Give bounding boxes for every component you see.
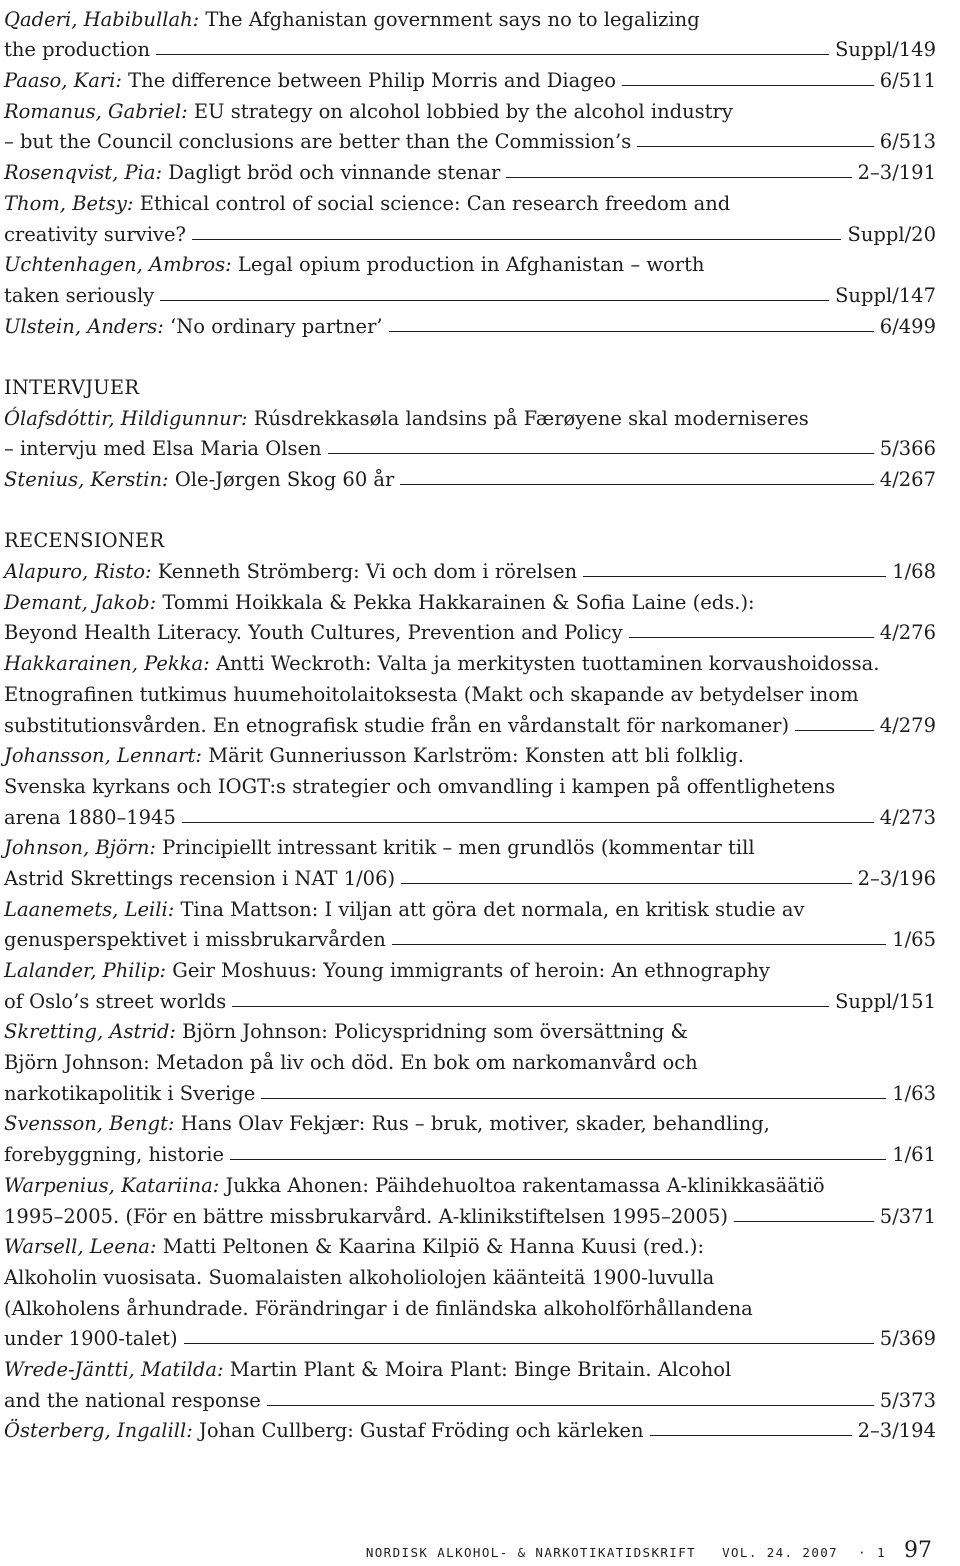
leader-line xyxy=(328,453,874,454)
issue-number: 1 xyxy=(877,1545,886,1560)
entry-line xyxy=(4,798,936,829)
entry-reference: Suppl/147 xyxy=(835,283,936,307)
entry-title: Matti Peltonen & Kaarina Kilpiö & Hanna Kuusi (red.): xyxy=(162,1235,705,1259)
entries-reviews xyxy=(4,552,936,1442)
entry-author: Paaso, Kari: xyxy=(4,69,122,93)
entry-title: genusperspektivet i missbrukarvården xyxy=(4,928,386,952)
entry-title: substitutionsvården. En etnografisk studie från en vårdanstalt för narkomaner) xyxy=(4,713,790,737)
entry-title: Astrid Skrettings recension i NAT 1/06) xyxy=(4,866,396,890)
index-page xyxy=(4,0,936,1442)
entry-line xyxy=(4,276,936,307)
index-entry xyxy=(4,399,936,460)
entry-line xyxy=(4,1105,936,1136)
index-entry xyxy=(4,829,936,890)
entries-interviews xyxy=(4,399,936,491)
entry-line xyxy=(4,61,936,92)
entry-title: – intervju med Elsa Maria Olsen xyxy=(4,437,322,461)
leader-line xyxy=(267,1405,874,1406)
entry-author: Warpenius, Katariina: xyxy=(4,1173,220,1197)
entry-title: Märit Gunneriusson Karlström: Konsten att bli folklig. xyxy=(208,744,745,768)
entry-reference: 1/61 xyxy=(892,1143,936,1167)
leader-line xyxy=(650,1435,852,1436)
entry-title: Björn Johnson: Metadon på liv och död. En bok om narkomanvård och xyxy=(4,1051,698,1075)
entry-author: Skretting, Astrid: xyxy=(4,1020,176,1044)
entry-title: The Afghanistan government says no to legalizing xyxy=(205,7,700,31)
journal-title: NORDISK ALKOHOL- & NARKOTIKATIDSKRIFT xyxy=(365,1545,697,1560)
entry-line xyxy=(4,982,936,1013)
entry-line xyxy=(4,31,936,62)
entry-reference: 5/366 xyxy=(879,437,936,461)
entry-author: Laanemets, Leili: xyxy=(4,897,175,921)
entry-line xyxy=(4,583,936,614)
index-entry xyxy=(4,583,936,644)
index-entry xyxy=(4,1013,936,1105)
entry-line xyxy=(4,737,936,768)
entry-line xyxy=(4,1258,936,1289)
entry-author: Demant, Jakob: xyxy=(4,590,157,614)
entry-title: Tina Mattson: I viljan att göra det normala, en kritisk studie av xyxy=(180,897,805,921)
entry-reference: 2–3/194 xyxy=(857,1419,936,1443)
entry-title: Ethical control of social science: Can research freedom and xyxy=(139,191,731,215)
index-entry xyxy=(4,460,936,491)
leader-line xyxy=(232,1006,829,1007)
entry-line xyxy=(4,92,936,123)
entry-title: taken seriously xyxy=(4,283,155,307)
entry-line xyxy=(4,1013,936,1044)
entry-title: Björn Johnson: Policyspridning som översättning & xyxy=(182,1020,688,1044)
entry-title: narkotikapolitik i Sverige xyxy=(4,1081,256,1105)
entry-line xyxy=(4,1166,936,1197)
volume: VOL. 24. 2007 xyxy=(722,1545,839,1560)
entry-reference: 5/369 xyxy=(879,1327,936,1351)
entry-title: Tommi Hoikkala & Pekka Hakkarainen & Sofia Laine (eds.): xyxy=(162,590,755,614)
spacer xyxy=(4,338,936,369)
leader-line xyxy=(401,883,852,884)
entry-author: Johansson, Lennart: xyxy=(4,744,202,768)
entry-title: Beyond Health Literacy. Youth Cultures, Prevention and Policy xyxy=(4,621,623,645)
entry-line xyxy=(4,890,936,921)
entry-title: the production xyxy=(4,38,151,62)
entry-title: 1995–2005. (För en bättre missbrukarvård. A-klinikstiftelsen 1995–2005) xyxy=(4,1204,728,1228)
entry-author: Warsell, Leena: xyxy=(4,1235,157,1259)
entries-articles xyxy=(4,0,936,338)
entry-line xyxy=(4,614,936,645)
entry-line xyxy=(4,829,936,860)
entry-line xyxy=(4,399,936,430)
leader-line xyxy=(261,1098,886,1099)
entry-line xyxy=(4,1043,936,1074)
entry-line xyxy=(4,123,936,154)
leader-line xyxy=(389,331,874,332)
entry-line xyxy=(4,921,936,952)
entry-line xyxy=(4,552,936,583)
index-entry xyxy=(4,1412,936,1443)
separator: · xyxy=(858,1545,868,1560)
leader-line xyxy=(734,1221,874,1222)
entry-line xyxy=(4,1320,936,1351)
index-entry xyxy=(4,92,936,153)
entry-title: Martin Plant & Moira Plant: Binge Britain. Alcohol xyxy=(229,1357,732,1381)
entry-title: – but the Council conclusions are better than the Commission’s xyxy=(4,130,632,154)
entry-line xyxy=(4,1289,936,1320)
entry-title: Dagligt bröd och vinnande stenar xyxy=(168,161,501,185)
entry-line xyxy=(4,1412,936,1443)
index-entry xyxy=(4,644,936,736)
entry-line xyxy=(4,675,936,706)
entry-reference: 1/65 xyxy=(892,928,936,952)
index-entry xyxy=(4,1166,936,1227)
entry-title: Antti Weckroth: Valta ja merkitysten tuottaminen korvaushoidossa. xyxy=(215,652,880,676)
entry-title: Geir Moshuus: Young immigrants of heroin: An ethnography xyxy=(172,959,770,982)
entry-title: creativity survive? xyxy=(4,222,186,246)
entry-author: Rosenqvist, Pia: xyxy=(4,161,163,185)
index-entry xyxy=(4,552,936,583)
entry-line xyxy=(4,215,936,246)
entry-title: forebyggning, historie xyxy=(4,1143,224,1167)
leader-line xyxy=(583,576,886,577)
leader-line xyxy=(637,146,874,147)
entry-line xyxy=(4,430,936,461)
index-entry xyxy=(4,153,936,184)
entry-reference: 6/499 xyxy=(879,314,936,338)
entry-reference: 1/68 xyxy=(892,560,936,584)
index-entry xyxy=(4,737,936,829)
leader-line xyxy=(160,300,829,301)
index-entry xyxy=(4,1228,936,1351)
entry-line xyxy=(4,460,936,491)
entry-line xyxy=(4,951,936,982)
leader-line xyxy=(192,239,842,240)
entry-author: Lalander, Philip: xyxy=(4,959,167,982)
entry-reference: Suppl/20 xyxy=(847,222,936,246)
entry-author: Thom, Betsy: xyxy=(4,191,134,215)
entry-line xyxy=(4,706,936,737)
entry-line xyxy=(4,1350,936,1381)
leader-line xyxy=(156,54,829,55)
entry-title: Principiellt intressant kritik – men grundlös (kommentar till xyxy=(162,836,755,860)
entry-title: Hans Olav Fekjær: Rus – bruk, motiver, skader, behandling, xyxy=(180,1112,770,1136)
entry-reference: 4/273 xyxy=(879,805,936,829)
leader-line xyxy=(400,484,873,485)
section-heading-interviews: INTERVJUER xyxy=(4,375,140,399)
index-entry xyxy=(4,246,936,307)
entry-reference: 6/511 xyxy=(879,69,936,93)
entry-reference: 6/513 xyxy=(879,130,936,154)
entry-reference: 5/373 xyxy=(879,1388,936,1412)
entry-line xyxy=(4,153,936,184)
entry-title: and the national response xyxy=(4,1388,261,1412)
entry-line xyxy=(4,1197,936,1228)
index-entry xyxy=(4,0,936,61)
leader-line xyxy=(629,637,874,638)
entry-author: Uchtenhagen, Ambros: xyxy=(4,253,232,277)
leader-line xyxy=(506,177,851,178)
entry-title: Etnografinen tutkimus huumehoitolaitoksesta (Makt och skapande av betydelser inom xyxy=(4,682,859,706)
entry-title: arena 1880–1945 xyxy=(4,805,176,829)
index-entry xyxy=(4,890,936,951)
spacer xyxy=(4,491,936,522)
entry-line xyxy=(4,307,936,338)
leader-line xyxy=(622,85,874,86)
entry-title: Jukka Ahonen: Päihdehuoltoa rakentamassa A-klinikkasäätiö xyxy=(225,1173,825,1197)
entry-reference: 4/276 xyxy=(879,621,936,645)
entry-reference: 1/63 xyxy=(892,1081,936,1105)
entry-author: Ulstein, Anders: xyxy=(4,314,164,338)
entry-reference: Suppl/151 xyxy=(835,989,936,1013)
entry-title: Ole-Jørgen Skog 60 år xyxy=(174,468,395,491)
entry-title: The difference between Philip Morris and Diageo xyxy=(128,69,617,93)
entry-reference: 4/267 xyxy=(879,468,936,491)
section-heading-reviews: RECENSIONER xyxy=(4,529,165,553)
entry-title: EU strategy on alcohol lobbied by the alcohol industry xyxy=(193,99,733,123)
entry-author: Wrede-Jäntti, Matilda: xyxy=(4,1357,224,1381)
page-footer xyxy=(0,1538,932,1563)
leader-line xyxy=(795,730,874,731)
entry-line xyxy=(4,859,936,890)
entry-author: Qaderi, Habibullah: xyxy=(4,7,200,31)
entry-reference: 4/279 xyxy=(879,713,936,737)
entry-reference: 2–3/191 xyxy=(857,161,936,185)
entry-title: Rúsdrekkasøla landsins på Færøyene skal moderniseres xyxy=(253,406,809,430)
entry-line xyxy=(4,1381,936,1412)
entry-author: Svensson, Bengt: xyxy=(4,1112,175,1136)
entry-title: Alkoholin vuosisata. Suomalaisten alkoholiolojen käänteitä 1900-luvulla xyxy=(4,1265,715,1289)
entry-title: (Alkoholens århundrade. Förändringar i de finländska alkoholförhållandena xyxy=(4,1296,753,1320)
entry-author: Romanus, Gabriel: xyxy=(4,99,188,123)
entry-title: Kenneth Strömberg: Vi och dom i rörelsen xyxy=(157,560,578,584)
entry-author: Ólafsdóttir, Hildigunnur: xyxy=(4,406,248,430)
entry-line xyxy=(4,644,936,675)
index-entry xyxy=(4,61,936,92)
entry-line xyxy=(4,1228,936,1259)
index-entry xyxy=(4,184,936,245)
entry-title: under 1900-talet) xyxy=(4,1327,178,1351)
entry-line xyxy=(4,0,936,31)
entry-line xyxy=(4,1074,936,1105)
index-entry xyxy=(4,1105,936,1166)
leader-line xyxy=(184,1343,874,1344)
entry-title: Johan Cullberg: Gustaf Fröding och kärleken xyxy=(199,1419,644,1443)
entry-title: ‘No ordinary partner’ xyxy=(170,314,383,338)
leader-line xyxy=(392,944,886,945)
index-entry xyxy=(4,951,936,1012)
entry-reference: Suppl/149 xyxy=(835,38,936,62)
entry-reference: 5/371 xyxy=(879,1204,936,1228)
entry-line xyxy=(4,1135,936,1166)
index-entry xyxy=(4,307,936,338)
entry-author: Hakkarainen, Pekka: xyxy=(4,652,210,676)
entry-author: Alapuro, Risto: xyxy=(4,560,152,584)
entry-reference: 2–3/196 xyxy=(857,866,936,890)
entry-line xyxy=(4,246,936,277)
leader-line xyxy=(182,822,874,823)
entry-author: Johnson, Björn: xyxy=(4,836,156,860)
entry-title: of Oslo’s street worlds xyxy=(4,989,227,1013)
entry-author: Österberg, Ingalill: xyxy=(4,1419,193,1443)
index-entry xyxy=(4,1350,936,1411)
entry-line xyxy=(4,767,936,798)
entry-title: Legal opium production in Afghanistan – worth xyxy=(237,253,705,277)
entry-line xyxy=(4,184,936,215)
page-number: 97 xyxy=(904,1538,932,1563)
entry-author: Stenius, Kerstin: xyxy=(4,468,169,491)
entry-title: Svenska kyrkans och IOGT:s strategier och omvandling i kampen på offentlighetens xyxy=(4,774,836,798)
leader-line xyxy=(230,1159,886,1160)
